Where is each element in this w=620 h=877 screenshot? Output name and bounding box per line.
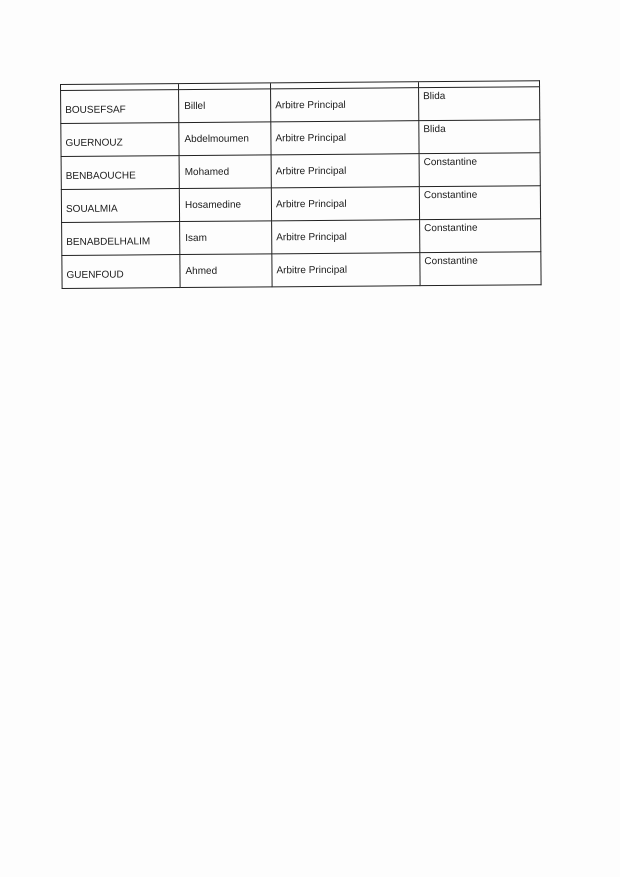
table-row xyxy=(61,120,540,157)
role-cell: Arbitre Principal xyxy=(272,220,420,254)
city-cell: Constantine xyxy=(420,252,541,286)
last-name-cell: BOUSEFSAF xyxy=(61,90,179,124)
last-name-cell: BENBAOUCHE xyxy=(61,156,179,190)
strip-cell xyxy=(61,84,179,90)
table-row xyxy=(62,219,541,256)
first-name-cell: Mohamed xyxy=(179,155,271,189)
city-cell: Constantine xyxy=(419,186,540,220)
first-name-cell: Hosamedine xyxy=(179,188,271,222)
city-cell: Blida xyxy=(419,120,540,154)
last-name-cell: GUENFOUD xyxy=(62,255,180,289)
table-row xyxy=(62,252,541,289)
strip-cell xyxy=(419,81,539,87)
role-cell: Arbitre Principal xyxy=(271,88,419,122)
table-row xyxy=(61,186,540,223)
first-name-cell: Ahmed xyxy=(180,254,272,288)
last-name-cell: BENABDELHALIM xyxy=(62,222,180,256)
role-cell: Arbitre Principal xyxy=(271,121,419,155)
referee-table-container xyxy=(60,80,542,289)
referee-table xyxy=(60,86,542,289)
first-name-cell: Abdelmoumen xyxy=(179,122,271,156)
city-cell: Constantine xyxy=(420,219,541,253)
role-cell: Arbitre Principal xyxy=(271,154,419,188)
first-name-cell: Isam xyxy=(180,221,272,255)
table-row xyxy=(61,87,540,124)
role-cell: Arbitre Principal xyxy=(271,187,419,221)
role-cell: Arbitre Principal xyxy=(272,253,420,287)
table-row xyxy=(61,153,540,190)
city-cell: Constantine xyxy=(419,153,540,187)
first-name-cell: Billel xyxy=(179,89,271,123)
last-name-cell: GUERNOUZ xyxy=(61,123,179,157)
last-name-cell: SOUALMIA xyxy=(61,189,179,223)
city-cell: Blida xyxy=(419,87,540,121)
strip-cell xyxy=(179,83,271,89)
